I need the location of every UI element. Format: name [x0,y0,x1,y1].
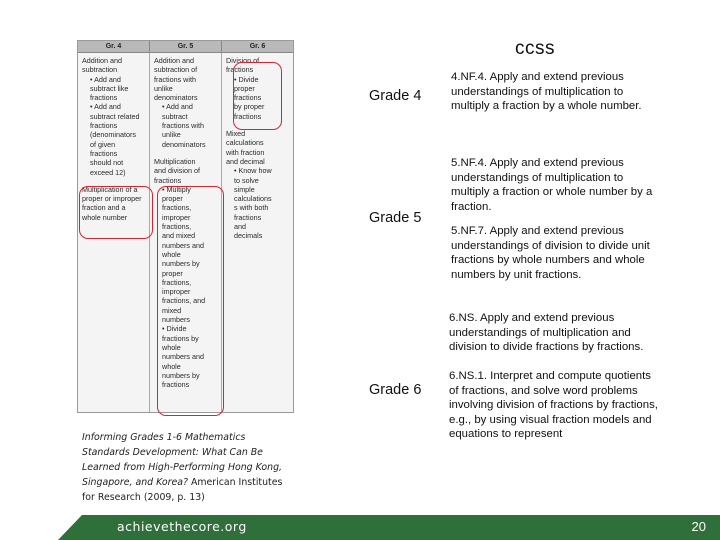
table-cell-line: fractions [234,111,262,121]
table-cell-line: fraction and a [82,203,126,213]
table-cell-line: mixed [162,305,182,315]
table-cell-line: • Add and [90,74,121,84]
footer-site-link[interactable]: achievethecore.org [117,519,247,534]
table-cell-line: whole [162,249,181,259]
header-grade-5: Gr. 5 [150,41,222,52]
table-cell-line: numbers by [162,370,200,380]
source-citation [82,430,292,505]
table-cell-line: subtract [162,111,188,121]
table-cell-line: Multiplication [154,156,196,166]
grade-4-label: Grade 4 [369,88,422,104]
citation-publisher: American Institutes for Research (2009, p. 13) [82,477,283,503]
table-cell-line: Division of [226,56,260,65]
table-cell-line: simple [234,184,255,194]
table-cell-line: Addition and [82,56,122,65]
table-spacer [82,177,147,185]
table-cell-line: fractions with [154,74,196,84]
table-cell-line: numbers and [162,352,204,362]
table-cell-line: whole [162,361,181,371]
table-cell-line: proper [234,83,255,93]
table-cell-line: fractions [154,175,182,185]
table-cell-line: fractions, and [162,296,206,306]
header-grade-4: Gr. 4 [78,41,150,52]
table-cell-line: improper [162,212,191,222]
page-number: 20 [691,519,706,534]
standard-5-nf-7: 5.NF.7. Apply and extend previous understandings of division to divide unit fractions by whole numbers and whole numbers by unit fractions. [451,225,650,281]
grade-6-label: Grade 6 [369,382,422,398]
footer-background [0,515,720,540]
table-cell-line: decimals [234,231,263,241]
table-cell-line: numbers and [162,240,204,250]
standard-5-nf-4: 5.NF.4. Apply and extend previous understandings of multiplication to multiply a fraction or whole number by a fraction. [451,157,653,213]
standard-6-ns: 6.NS. Apply and extend previous understandings of multiplication and division to divide fractions by fractions. [449,312,644,353]
table-cell-line: by proper [234,102,265,112]
citation-title: Informing Grades 1-6 Mathematics Standards Development: What Can Be Learned from High-Performing Hong Kong, Singapore, and Korea? [82,432,283,488]
table-cell-line: of given [90,139,116,149]
table-cell-line: denominators [154,93,198,103]
footer-bar [0,515,720,540]
table-cell-line: • Divide [162,324,187,334]
table-header-row [78,41,293,53]
table-cell-line: fractions [162,380,190,390]
slide-title: ccss [515,38,555,59]
table-cell-line: whole number [82,212,128,222]
table-cell-line: and [234,222,246,232]
table-cell-line: fractions by [162,333,199,343]
table-cell-line: • Know how [234,166,272,176]
table-cell-line: fractions [234,93,262,103]
table-cell-line: should not [90,158,124,168]
table-cell-line: numbers [162,315,190,325]
table-cell-line: subtract like [90,83,129,93]
table-cell-line: • Add and [162,102,193,112]
standard-4-nf-4: 4.NF.4. Apply and extend previous understandings of multiplication to multiply a fraction by a whole number. [451,71,642,112]
table-cell-line: and decimal [226,156,265,166]
header-grade-6: Gr. 6 [249,43,266,50]
table-cell-line: fractions, [162,222,192,232]
table-cell-line: improper [162,287,191,297]
table-cell-line: exceed 12) [90,167,126,177]
table-cell-line: fractions, [162,277,192,287]
table-cell-line: whole [162,342,181,352]
table-cell-line: subtraction of [154,65,198,75]
table-cell-line: fractions [90,148,118,158]
table-cell-line: Mixed [226,129,246,139]
table-cell-line: • Multiply [162,184,191,194]
table-cell-line: proper or improper [82,194,142,204]
table-cell-line: subtract related [90,111,140,121]
highlight-circle-grade-6 [233,62,282,130]
table-cell-line: unlike [154,83,173,93]
table-spacer [154,149,219,157]
table-cell-line: s with both [234,203,269,213]
table-cell-line: • Divide [234,74,259,84]
table-cell-line: calculations [226,138,264,148]
table-cell-line: calculations [234,194,272,204]
table-cell-line: fractions, [162,203,192,213]
highlight-circle-grade-5 [157,186,224,416]
table-cell-line: Addition and [154,56,194,65]
table-cell-line: (denominators [90,130,136,140]
table-cell-line: denominators [162,139,206,149]
standard-6-ns-1: 6.NS.1. Interpret and compute quotients of fractions, and solve word problems involving division of fractions by fractions, e.g., by using visual fraction models and equations to represent [449,370,658,440]
table-cell-line: • Add and [90,102,121,112]
table-cell-line: to solve [234,175,259,185]
highlight-circle-grade-4 [79,186,153,239]
table-cell-line: fractions [226,65,254,75]
table-cell-line: Multiplication of a [82,184,138,194]
table-cell-line: fractions [90,121,118,131]
table-cell-line: and division of [154,166,200,176]
table-cell-line: proper [162,268,183,278]
table-cell-line: fractions with [162,121,204,131]
table-cell-line: and mixed [162,231,196,241]
table-cell-line: unlike [162,130,181,140]
table-cell-line: numbers by [162,259,200,269]
table-cell-line: subtraction [82,65,118,75]
table-cell-line: with fraction [226,147,265,157]
table-cell-line: fractions [234,212,262,222]
table-cell-line: proper [162,194,183,204]
grade-5-label: Grade 5 [369,210,422,226]
table-cell-line: fractions [90,93,118,103]
